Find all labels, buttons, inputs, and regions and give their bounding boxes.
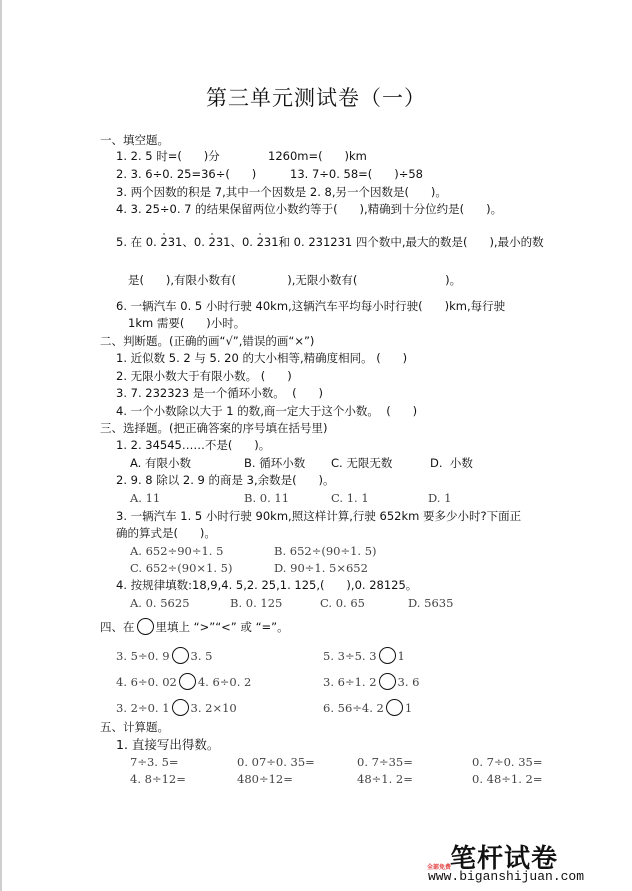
- choice-q1: 1. 2. 34545……不是( )。: [116, 438, 271, 452]
- compare-row-3-right: [323, 699, 412, 716]
- judge-item-2: 2. 无限小数大于有限小数。 ( ): [116, 369, 292, 383]
- compare-circle-blank[interactable]: [179, 673, 196, 690]
- q1-5-rest: 和 0. 231231 四个数中,最大的数是( ),最小的数: [278, 235, 544, 249]
- separator: 、: [230, 235, 242, 249]
- section-3-heading: 三、选择题。(把正确答案的序号填在括号里): [100, 421, 328, 435]
- separator: 、: [182, 235, 194, 249]
- compare-circle-blank[interactable]: [379, 673, 396, 690]
- calc-cell: 0. 07÷0. 35=: [237, 755, 315, 769]
- q1-5-prefix: 5. 在: [116, 235, 146, 249]
- section-4-heading: [100, 618, 289, 635]
- choice-q1-option-a: A. 有限小数: [130, 456, 191, 470]
- compare-circle-blank[interactable]: [386, 699, 403, 716]
- q1-6-line1: 6. 一辆汽车 0. 5 小时行驶 40km,这辆汽车平均每小时行驶( )km,每行驶: [116, 299, 506, 313]
- q1-5-number-1: 0. 231: [145, 235, 183, 249]
- section-1-heading: 一、填空题。: [100, 133, 169, 147]
- compare-expr: 3. 6÷1. 2: [323, 675, 377, 689]
- choice-q3-option-a: A. 652÷90÷1. 5: [130, 544, 224, 558]
- section-4-heading-post: 里填上 “>”“<” 或 “=”。: [155, 620, 289, 634]
- compare-expr: 3. 2×10: [190, 701, 237, 715]
- q1-3: 3. 两个因数的积是 7,其中一个因数是 2. 8,另一个因数是( )。: [116, 185, 447, 199]
- q1-5-number-2: 0. 231: [193, 235, 231, 249]
- circle-icon: [137, 618, 154, 635]
- calc-cell: 0. 7÷0. 35=: [472, 755, 543, 769]
- compare-circle-blank[interactable]: [172, 647, 189, 664]
- compare-circle-blank[interactable]: [379, 647, 396, 664]
- watermark-brand: 笔杆试卷: [450, 844, 559, 874]
- choice-q3-line1: 3. 一辆汽车 1. 5 小时行驶 90km,照这样计算,行驶 652km 要多少小时?下面正: [116, 509, 522, 523]
- q1-4: 4. 3. 25÷0. 7 的结果保留两位小数约等于( ),精确到十分位约是( )。: [116, 202, 503, 216]
- choice-q4-option-a: A. 0. 5625: [130, 596, 190, 610]
- choice-q2-option-a: A. 11: [130, 491, 161, 505]
- calc-sub-1: 1. 直接写出得数。: [116, 737, 220, 752]
- calc-cell: 7÷3. 5=: [130, 755, 179, 769]
- compare-expr: 4. 6÷0. 2: [197, 675, 252, 689]
- compare-expr: 3. 6: [397, 675, 420, 689]
- q1-1a: 1. 2. 5 时=( )分: [116, 149, 220, 163]
- compare-expr: 3. 5÷0. 9: [116, 649, 170, 663]
- choice-q3-option-d: D. 90÷1. 5×652: [274, 561, 368, 575]
- calc-cell: 480÷12=: [237, 772, 293, 786]
- choice-q2: 2. 9. 8 除以 2. 9 的商是 3,余数是( )。: [116, 473, 335, 487]
- compare-row-1-left: [116, 647, 212, 664]
- judge-item-3: 3. 7. 232323 是一个循环小数。 ( ): [116, 386, 324, 400]
- compare-expr: 3. 2÷0. 1: [116, 701, 170, 715]
- q1-2a: 2. 3. 6÷0. 25=36÷( ): [116, 167, 257, 181]
- choice-q1-option-c: C. 无限无数: [331, 456, 393, 470]
- choice-q3-line2: 确的算式是( )。: [116, 526, 216, 540]
- calc-cell: 4. 8÷12=: [130, 772, 186, 786]
- compare-row-2-right: [323, 673, 419, 690]
- compare-row-1-right: [323, 647, 405, 664]
- calc-cell: 0. 7÷35=: [357, 755, 413, 769]
- q1-5-number-3: 0. 231: [241, 235, 279, 249]
- compare-expr: 3. 5: [190, 649, 213, 663]
- q1-6-line2: 1km 需要( )小时。: [128, 316, 246, 330]
- choice-q4-option-c: C. 0. 65: [320, 596, 365, 610]
- compare-expr: 5. 3÷5. 3: [323, 649, 377, 663]
- calc-cell: 48÷1. 2=: [357, 772, 413, 786]
- choice-q2-option-d: D. 1: [428, 491, 452, 505]
- choice-q1-option-b: B. 循环小数: [244, 456, 306, 470]
- compare-circle-blank[interactable]: [172, 699, 189, 716]
- choice-q2-option-c: C. 1. 1: [331, 491, 369, 505]
- choice-q4-option-d: D. 5635: [408, 596, 454, 610]
- page-title: 第三单元测试卷（一）: [206, 86, 426, 110]
- compare-expr: 1: [397, 649, 405, 663]
- section-4-heading-pre: 四、在: [100, 620, 135, 634]
- page-left-border: [0, 0, 2, 891]
- q1-1b: 1260m=( )km: [268, 149, 367, 163]
- compare-expr: 4. 6÷0. 02: [116, 675, 177, 689]
- watermark-free-tag: 全部免费: [427, 864, 452, 871]
- q1-5-line1: [116, 234, 544, 250]
- compare-row-2-left: [116, 673, 251, 690]
- choice-q4-option-b: B. 0. 125: [230, 596, 283, 610]
- compare-row-3-left: [116, 699, 237, 716]
- q1-5-line2: 是( ),有限小数有( ),无限小数有( )。: [128, 273, 462, 287]
- watermark-url: www.biganshijuan.com: [428, 869, 585, 884]
- calc-cell: 0. 48÷1. 2=: [472, 772, 543, 786]
- choice-q1-option-d: D. 小数: [430, 456, 473, 470]
- judge-item-1: 1. 近似数 5. 2 与 5. 20 的大小相等,精确度相同。 ( ): [116, 351, 408, 365]
- section-2-heading: 二、判断题。(正确的画“√”,错误的画“×”): [100, 334, 315, 348]
- choice-q3-option-c: C. 652÷(90×1. 5): [130, 561, 233, 575]
- compare-expr: 6. 56÷4. 2: [323, 701, 384, 715]
- q1-2b: 13. 7÷0. 58=( )÷58: [290, 167, 423, 181]
- choice-q2-option-b: B. 0. 11: [244, 491, 290, 505]
- choice-q3-option-b: B. 652÷(90÷1. 5): [274, 544, 377, 558]
- compare-expr: 1: [404, 701, 413, 715]
- choice-q4: 4. 按规律填数:18,9,4. 5,2. 25,1. 125,( ),0. 28125。: [116, 578, 418, 592]
- judge-item-4: 4. 一个小数除以大于 1 的数,商一定大于这个小数。 ( ): [116, 404, 418, 418]
- section-5-heading: 五、计算题。: [100, 720, 169, 734]
